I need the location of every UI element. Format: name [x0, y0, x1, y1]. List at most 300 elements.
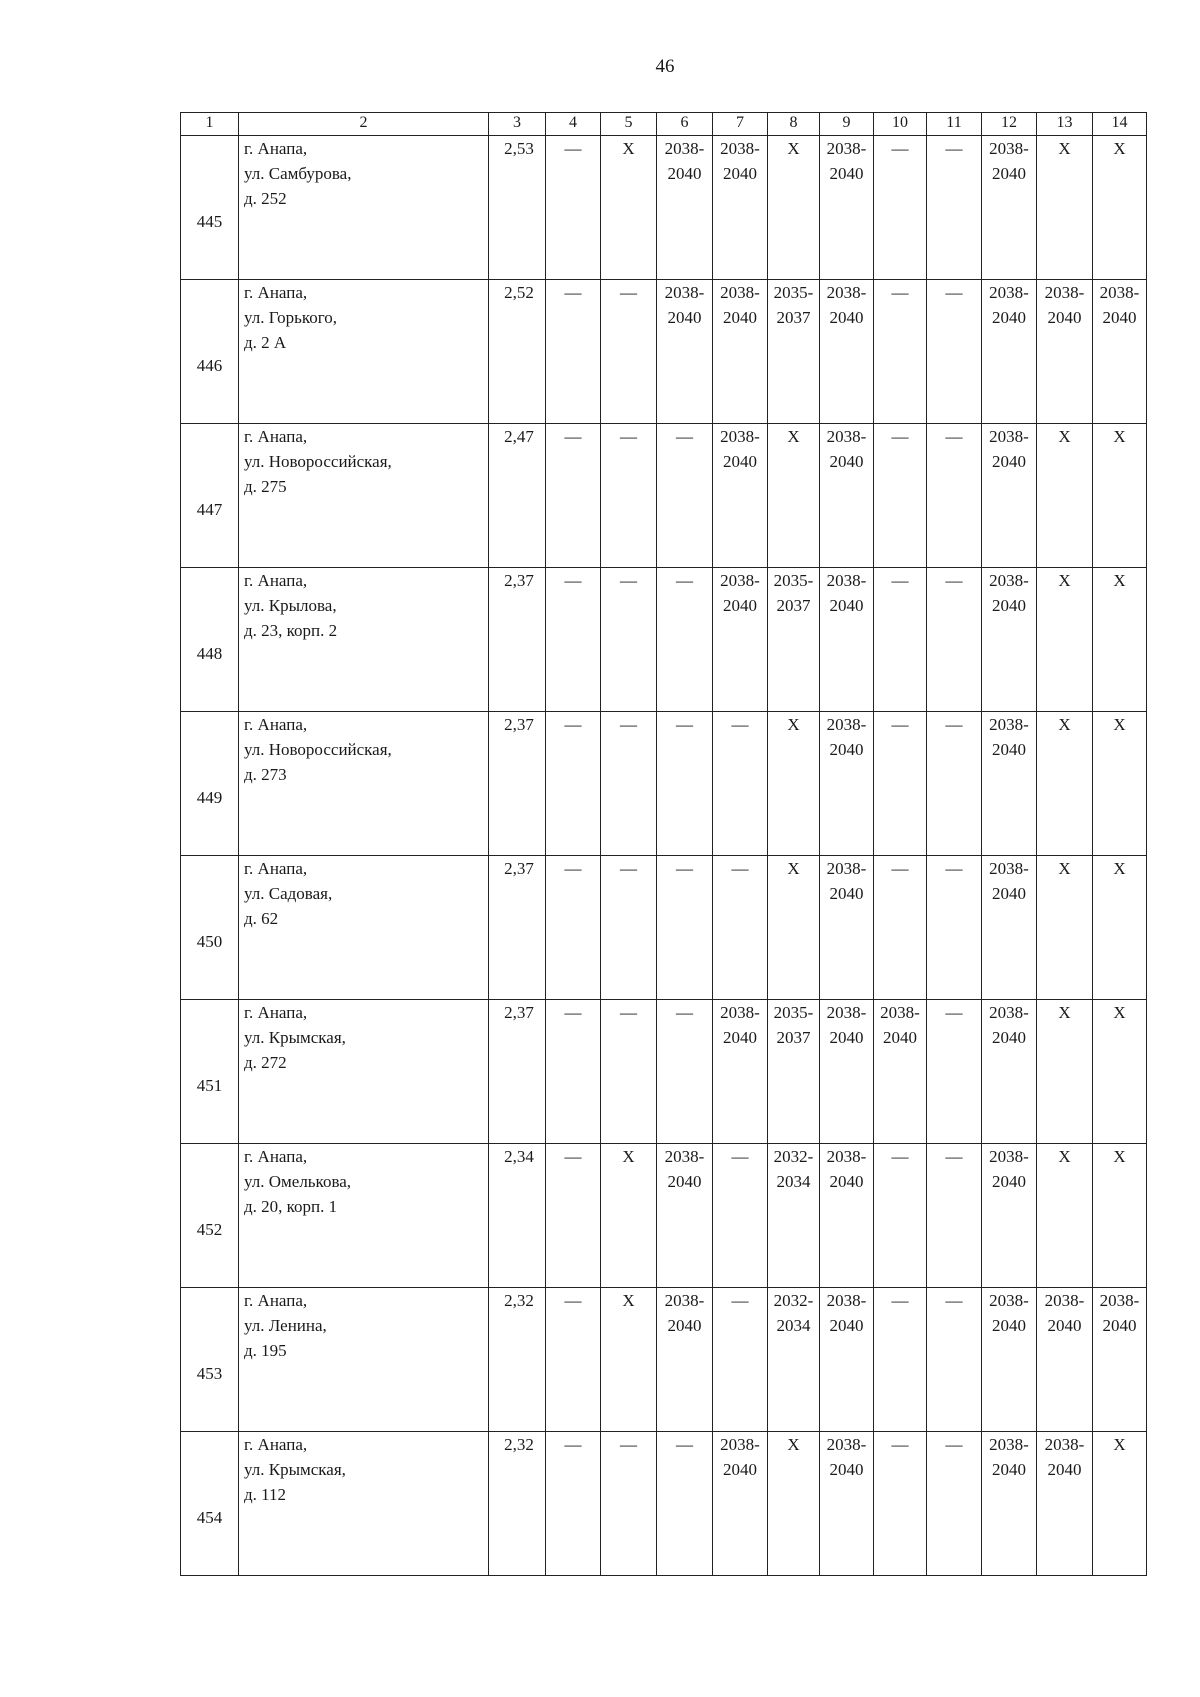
cell-value: 2038- 2040	[989, 427, 1029, 471]
cell-value: —	[564, 571, 582, 590]
value-cell-col-12	[982, 1000, 1037, 1144]
value-cell-col-14	[1093, 1288, 1147, 1432]
value-cell-col-10	[874, 1000, 927, 1144]
cell-value: 2,34	[504, 1147, 534, 1166]
page-number: 46	[655, 56, 675, 77]
value-cell-col-3	[489, 712, 546, 856]
value-cell-col-6	[657, 1288, 713, 1432]
value-cell-col-5	[601, 1000, 657, 1144]
address-line: д. 252	[244, 189, 287, 208]
value-cell-col-4	[546, 568, 601, 712]
address-line: д. 2 А	[244, 333, 287, 352]
cell-value: 2038- 2040	[664, 139, 705, 183]
cell-value: 2,37	[504, 715, 534, 734]
cell-value: 2,47	[504, 427, 534, 446]
value-cell-col-12	[982, 568, 1037, 712]
address-line: ул. Новороссийская,	[244, 452, 392, 471]
value-cell-col-6	[657, 280, 713, 424]
address-line: ул. Садовая,	[244, 884, 333, 903]
row-number: 447	[181, 424, 239, 568]
cell-value: —	[891, 1435, 909, 1454]
value-cell-col-4	[546, 1432, 601, 1576]
address-line: ул. Крымская,	[244, 1028, 346, 1047]
value-cell-col-14	[1093, 280, 1147, 424]
value-cell-col-7	[713, 280, 768, 424]
address-line: ул. Крылова,	[244, 596, 337, 615]
column-header-11: 11	[927, 113, 982, 136]
cell-value: Х	[787, 139, 800, 158]
cell-value: Х	[1058, 427, 1071, 446]
cell-value: —	[945, 859, 963, 878]
cell-value: 2038- 2040	[989, 283, 1029, 327]
value-cell-col-6	[657, 1432, 713, 1576]
value-cell-col-10	[874, 136, 927, 280]
cell-value: 2032- 2034	[773, 1291, 814, 1335]
cell-value: 2038- 2040	[826, 859, 867, 903]
cell-value: Х	[1058, 1147, 1071, 1166]
table-row	[181, 1000, 1147, 1144]
value-cell-col-14	[1093, 856, 1147, 1000]
address-cell	[239, 1144, 489, 1288]
cell-value: 2038- 2040	[989, 715, 1029, 759]
value-cell-col-8	[768, 712, 820, 856]
value-cell-col-4	[546, 856, 601, 1000]
value-cell-col-7	[713, 1432, 768, 1576]
cell-value: Х	[1113, 139, 1126, 158]
row-number: 446	[181, 280, 239, 424]
value-cell-col-4	[546, 280, 601, 424]
value-cell-col-11	[927, 1144, 982, 1288]
cell-value: —	[564, 1147, 582, 1166]
cell-value: —	[731, 715, 749, 734]
cell-value: —	[620, 1003, 637, 1022]
table-row	[181, 712, 1147, 856]
value-cell-col-8	[768, 568, 820, 712]
cell-value: 2038- 2040	[826, 139, 867, 183]
address-line: ул. Самбурова,	[244, 164, 352, 183]
row-number: 454	[181, 1432, 239, 1576]
cell-value: —	[731, 1291, 749, 1310]
value-cell-col-7	[713, 712, 768, 856]
value-cell-col-7	[713, 1000, 768, 1144]
cell-value: 2038- 2040	[989, 1435, 1029, 1479]
cell-value: 2038- 2040	[720, 1003, 760, 1047]
address-line: д. 20, корп. 1	[244, 1197, 338, 1216]
value-cell-col-11	[927, 280, 982, 424]
address-line: д. 273	[244, 765, 287, 784]
cell-value: Х	[1113, 1003, 1126, 1022]
value-cell-col-10	[874, 280, 927, 424]
value-cell-col-10	[874, 568, 927, 712]
value-cell-col-9	[820, 1432, 874, 1576]
value-cell-col-10	[874, 1432, 927, 1576]
cell-value: 2035- 2037	[773, 283, 814, 327]
row-number: 453	[181, 1288, 239, 1432]
value-cell-col-5	[601, 856, 657, 1000]
cell-value: 2038- 2040	[989, 859, 1029, 903]
cell-value: 2038- 2040	[664, 283, 705, 327]
cell-value: Х	[1113, 1435, 1126, 1454]
value-cell-col-11	[927, 424, 982, 568]
value-cell-col-8	[768, 136, 820, 280]
value-cell-col-10	[874, 712, 927, 856]
value-cell-col-12	[982, 280, 1037, 424]
cell-value: —	[564, 139, 582, 158]
value-cell-col-4	[546, 1288, 601, 1432]
cell-value: 2,32	[504, 1435, 534, 1454]
address-line: г. Анапа,	[244, 1147, 308, 1166]
cell-value: —	[676, 1435, 693, 1454]
row-number: 449	[181, 712, 239, 856]
column-header-10: 10	[874, 113, 927, 136]
value-cell-col-13	[1037, 1432, 1093, 1576]
cell-value: 2035- 2037	[773, 571, 814, 615]
header-row	[181, 113, 1147, 136]
value-cell-col-10	[874, 856, 927, 1000]
column-header-1: 1	[181, 113, 239, 136]
column-header-3: 3	[489, 113, 546, 136]
value-cell-col-8	[768, 1144, 820, 1288]
value-cell-col-9	[820, 856, 874, 1000]
value-cell-col-13	[1037, 1144, 1093, 1288]
cell-value: —	[945, 715, 963, 734]
cell-value: —	[891, 859, 909, 878]
column-header-12: 12	[982, 113, 1037, 136]
cell-value: —	[676, 571, 693, 590]
row-number: 450	[181, 856, 239, 1000]
cell-value: —	[891, 283, 909, 302]
row-number: 451	[181, 1000, 239, 1144]
value-cell-col-5	[601, 568, 657, 712]
value-cell-col-13	[1037, 1288, 1093, 1432]
value-cell-col-6	[657, 568, 713, 712]
address-line: д. 62	[244, 909, 279, 928]
value-cell-col-7	[713, 136, 768, 280]
value-cell-col-13	[1037, 712, 1093, 856]
cell-value: 2038- 2040	[720, 1435, 760, 1479]
value-cell-col-10	[874, 424, 927, 568]
value-cell-col-7	[713, 568, 768, 712]
value-cell-col-13	[1037, 856, 1093, 1000]
cell-value: 2038- 2040	[720, 427, 760, 471]
address-line: г. Анапа,	[244, 571, 308, 590]
address-line: ул. Горького,	[244, 308, 338, 327]
value-cell-col-14	[1093, 424, 1147, 568]
value-cell-col-3	[489, 856, 546, 1000]
cell-value: —	[620, 427, 637, 446]
cell-value: 2038- 2040	[989, 1291, 1029, 1335]
cell-value: 2038- 2040	[826, 283, 867, 327]
value-cell-col-11	[927, 1000, 982, 1144]
value-cell-col-12	[982, 424, 1037, 568]
value-cell-col-4	[546, 1144, 601, 1288]
cell-value: —	[676, 859, 693, 878]
value-cell-col-14	[1093, 1144, 1147, 1288]
cell-value: —	[676, 1003, 693, 1022]
cell-value: Х	[1058, 571, 1071, 590]
cell-value: 2038- 2040	[989, 571, 1029, 615]
table-row	[181, 1288, 1147, 1432]
column-header-4: 4	[546, 113, 601, 136]
value-cell-col-5	[601, 1144, 657, 1288]
value-cell-col-6	[657, 712, 713, 856]
cell-value: —	[945, 1003, 963, 1022]
value-cell-col-3	[489, 1144, 546, 1288]
value-cell-col-13	[1037, 280, 1093, 424]
cell-value: —	[891, 1291, 909, 1310]
cell-value: 2038- 2040	[826, 1147, 867, 1191]
cell-value: 2,37	[504, 571, 534, 590]
address-cell	[239, 1432, 489, 1576]
value-cell-col-5	[601, 280, 657, 424]
value-cell-col-14	[1093, 712, 1147, 856]
value-cell-col-4	[546, 136, 601, 280]
address-cell	[239, 136, 489, 280]
value-cell-col-8	[768, 424, 820, 568]
value-cell-col-9	[820, 1144, 874, 1288]
cell-value: —	[891, 139, 909, 158]
address-line: г. Анапа,	[244, 859, 308, 878]
value-cell-col-14	[1093, 1000, 1147, 1144]
value-cell-col-5	[601, 1288, 657, 1432]
cell-value: 2,32	[504, 1291, 534, 1310]
cell-value: Х	[1058, 859, 1071, 878]
value-cell-col-12	[982, 1288, 1037, 1432]
address-cell	[239, 424, 489, 568]
value-cell-col-7	[713, 856, 768, 1000]
cell-value: 2038- 2040	[989, 1003, 1029, 1047]
column-header-6: 6	[657, 113, 713, 136]
table-row	[181, 280, 1147, 424]
cell-value: Х	[787, 1435, 800, 1454]
cell-value: 2038- 2040	[1044, 1435, 1085, 1479]
value-cell-col-14	[1093, 136, 1147, 280]
cell-value: Х	[622, 1291, 635, 1310]
cell-value: —	[945, 139, 963, 158]
address-cell	[239, 712, 489, 856]
value-cell-col-8	[768, 1432, 820, 1576]
address-line: г. Анапа,	[244, 1435, 308, 1454]
value-cell-col-8	[768, 280, 820, 424]
address-line: г. Анапа,	[244, 139, 308, 158]
value-cell-col-11	[927, 856, 982, 1000]
value-cell-col-13	[1037, 1000, 1093, 1144]
table-row	[181, 136, 1147, 280]
value-cell-col-9	[820, 1000, 874, 1144]
value-cell-col-4	[546, 1000, 601, 1144]
address-line: г. Анапа,	[244, 1003, 308, 1022]
value-cell-col-6	[657, 856, 713, 1000]
column-header-2: 2	[239, 113, 489, 136]
value-cell-col-5	[601, 424, 657, 568]
cell-value: —	[564, 427, 582, 446]
cell-value: 2038- 2040	[826, 715, 867, 759]
value-cell-col-7	[713, 1288, 768, 1432]
cell-value: —	[564, 715, 582, 734]
cell-value: —	[564, 859, 582, 878]
cell-value: Х	[1058, 139, 1071, 158]
address-line: д. 23, корп. 2	[244, 621, 338, 640]
cell-value: 2032- 2034	[773, 1147, 814, 1191]
cell-value: —	[620, 1435, 637, 1454]
cell-value: —	[945, 1435, 963, 1454]
value-cell-col-5	[601, 712, 657, 856]
address-line: г. Анапа,	[244, 715, 308, 734]
cell-value: —	[891, 715, 909, 734]
address-line: г. Анапа,	[244, 283, 308, 302]
cell-value: —	[620, 715, 637, 734]
address-cell	[239, 280, 489, 424]
cell-value: —	[945, 571, 963, 590]
cell-value: —	[564, 283, 582, 302]
schedule-table	[180, 112, 1147, 1576]
address-line: д. 195	[244, 1341, 287, 1360]
cell-value: Х	[787, 427, 800, 446]
column-header-8: 8	[768, 113, 820, 136]
cell-value: 2038- 2040	[1044, 283, 1085, 327]
cell-value: —	[891, 427, 909, 446]
value-cell-col-7	[713, 424, 768, 568]
address-cell	[239, 1000, 489, 1144]
value-cell-col-3	[489, 1432, 546, 1576]
row-number: 445	[181, 136, 239, 280]
value-cell-col-13	[1037, 424, 1093, 568]
cell-value: Х	[1058, 715, 1071, 734]
cell-value: —	[564, 1291, 582, 1310]
value-cell-col-12	[982, 1432, 1037, 1576]
value-cell-col-6	[657, 136, 713, 280]
value-cell-col-9	[820, 568, 874, 712]
cell-value: 2038- 2040	[826, 1003, 867, 1047]
cell-value: 2038- 2040	[826, 1435, 867, 1479]
value-cell-col-6	[657, 1000, 713, 1144]
cell-value: —	[945, 427, 963, 446]
value-cell-col-8	[768, 1000, 820, 1144]
cell-value: 2038- 2040	[1044, 1291, 1085, 1335]
address-line: г. Анапа,	[244, 1291, 308, 1310]
value-cell-col-13	[1037, 568, 1093, 712]
address-cell	[239, 856, 489, 1000]
cell-value: —	[564, 1435, 582, 1454]
value-cell-col-11	[927, 568, 982, 712]
value-cell-col-4	[546, 424, 601, 568]
address-cell	[239, 1288, 489, 1432]
value-cell-col-9	[820, 424, 874, 568]
value-cell-col-12	[982, 856, 1037, 1000]
cell-value: 2038- 2040	[720, 283, 760, 327]
cell-value: Х	[1113, 859, 1126, 878]
table-row	[181, 568, 1147, 712]
value-cell-col-6	[657, 424, 713, 568]
address-line: ул. Омелькова,	[244, 1172, 352, 1191]
cell-value: —	[620, 859, 637, 878]
value-cell-col-14	[1093, 1432, 1147, 1576]
column-header-7: 7	[713, 113, 768, 136]
address-line: д. 112	[244, 1485, 287, 1504]
address-line: д. 275	[244, 477, 287, 496]
value-cell-col-9	[820, 1288, 874, 1432]
cell-value: Х	[622, 1147, 635, 1166]
column-header-14: 14	[1093, 113, 1147, 136]
cell-value: Х	[1113, 715, 1126, 734]
address-line: ул. Крымская,	[244, 1460, 346, 1479]
cell-value: —	[891, 571, 909, 590]
column-header-5: 5	[601, 113, 657, 136]
value-cell-col-3	[489, 1288, 546, 1432]
cell-value: 2038- 2040	[826, 571, 867, 615]
value-cell-col-7	[713, 1144, 768, 1288]
cell-value: 2038- 2040	[826, 427, 867, 471]
cell-value: 2038- 2040	[664, 1291, 705, 1335]
cell-value: Х	[787, 859, 800, 878]
cell-value: Х	[1113, 1147, 1126, 1166]
cell-value: —	[891, 1147, 909, 1166]
value-cell-col-6	[657, 1144, 713, 1288]
value-cell-col-3	[489, 280, 546, 424]
cell-value: —	[731, 859, 749, 878]
cell-value: —	[676, 427, 693, 446]
cell-value: 2038- 2040	[720, 571, 760, 615]
cell-value: 2,52	[504, 283, 534, 302]
value-cell-col-4	[546, 712, 601, 856]
cell-value: Х	[1113, 571, 1126, 590]
value-cell-col-5	[601, 1432, 657, 1576]
cell-value: 2038- 2040	[826, 1291, 867, 1335]
table-row	[181, 424, 1147, 568]
cell-value: 2038- 2040	[989, 139, 1029, 183]
cell-value: Х	[1058, 1003, 1071, 1022]
value-cell-col-13	[1037, 136, 1093, 280]
cell-value: 2,37	[504, 1003, 534, 1022]
cell-value: —	[620, 283, 637, 302]
cell-value: 2038- 2040	[720, 139, 760, 183]
cell-value: —	[945, 1147, 963, 1166]
address-line: г. Анапа,	[244, 427, 308, 446]
value-cell-col-3	[489, 1000, 546, 1144]
table-row	[181, 1432, 1147, 1576]
table-row	[181, 856, 1147, 1000]
cell-value: —	[945, 1291, 963, 1310]
value-cell-col-3	[489, 568, 546, 712]
cell-value: Х	[787, 715, 800, 734]
value-cell-col-9	[820, 136, 874, 280]
value-cell-col-9	[820, 712, 874, 856]
value-cell-col-14	[1093, 568, 1147, 712]
value-cell-col-12	[982, 712, 1037, 856]
cell-value: —	[564, 1003, 582, 1022]
address-line: ул. Ленина,	[244, 1316, 327, 1335]
cell-value: —	[676, 715, 693, 734]
cell-value: 2038- 2040	[880, 1003, 920, 1047]
value-cell-col-8	[768, 1288, 820, 1432]
cell-value: 2038- 2040	[1099, 1291, 1140, 1335]
cell-value: 2035- 2037	[773, 1003, 814, 1047]
value-cell-col-3	[489, 424, 546, 568]
cell-value: 2038- 2040	[1099, 283, 1140, 327]
value-cell-col-8	[768, 856, 820, 1000]
value-cell-col-9	[820, 280, 874, 424]
value-cell-col-5	[601, 136, 657, 280]
value-cell-col-11	[927, 136, 982, 280]
table-row	[181, 1144, 1147, 1288]
address-cell	[239, 568, 489, 712]
address-line: ул. Новороссийская,	[244, 740, 392, 759]
row-number: 452	[181, 1144, 239, 1288]
table-body	[181, 136, 1147, 1576]
cell-value: —	[620, 571, 637, 590]
cell-value: 2038- 2040	[664, 1147, 705, 1191]
column-header-13: 13	[1037, 113, 1093, 136]
